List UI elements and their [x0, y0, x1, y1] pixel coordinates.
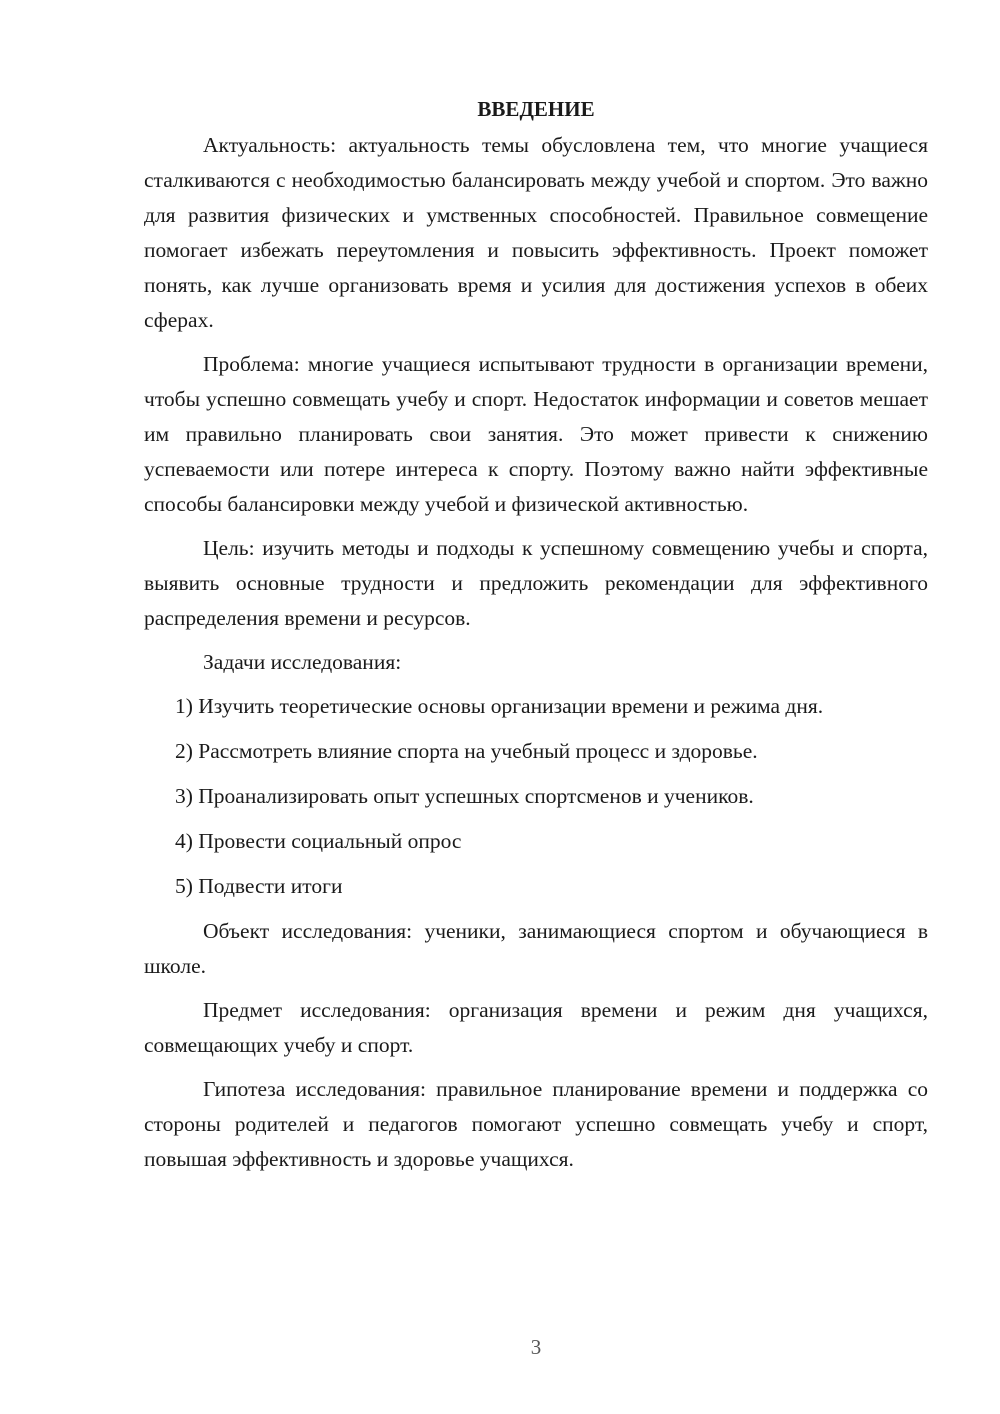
page-number: 3	[530, 1335, 542, 1359]
paragraph-object: Объект исследования: ученики, занимающиеся спортом и обучающиеся в школе.	[144, 919, 928, 978]
task-item-1: 1) Изучить теоретические основы организации времени и режима дня.	[175, 694, 824, 718]
paragraph-hypothesis: Гипотеза исследования: правильное планирование времени и поддержка со стороны родителей и педагогов помогают успешно совмещать учебу и спорт, повышая эффективность и здоровье учащихся.	[144, 1077, 928, 1171]
task-item-2: 2) Рассмотреть влияние спорта на учебный процесс и здоровье.	[175, 739, 758, 763]
paragraph-subject: Предмет исследования: организация времени и режим дня учащихся, совмещающих учебу и спорт.	[144, 998, 928, 1057]
task-item-4: 4) Провести социальный опрос	[175, 829, 462, 853]
section-heading: ВВЕДЕНИЕ	[477, 97, 595, 121]
paragraph-relevance: Актуальность: актуальность темы обусловлена тем, что многие учащиеся сталкиваются с необходимостью балансировать между учебой и спортом. Это важно для развития физических и умственных способностей. Правильное совмещение помогает избежать переутомления и повысить эффективность. Проект поможет понять, как лучше организовать время и усилия для достижения успехов в обеих сферах.	[144, 133, 928, 332]
task-item-3: 3) Проанализировать опыт успешных спортсменов и учеников.	[175, 784, 754, 808]
tasks-title: Задачи исследования:	[203, 650, 402, 674]
paragraph-problem: Проблема: многие учащиеся испытывают трудности в организации времени, чтобы успешно совмещать учебу и спорт. Недостаток информации и советов мешает им правильно планировать свои занятия. Это может привести к снижению успеваемости или потере интереса к спорту. Поэтому важно найти эффективные способы балансировки между учебой и физической активностью.	[144, 352, 928, 516]
page-body	[144, 92, 928, 1186]
paragraph-goal: Цель: изучить методы и подходы к успешному совмещению учебы и спорта, выявить основные трудности и предложить рекомендации для эффективного распределения времени и ресурсов.	[144, 536, 928, 630]
tasks-list	[144, 689, 928, 904]
task-item-5: 5) Подвести итоги	[175, 874, 343, 898]
